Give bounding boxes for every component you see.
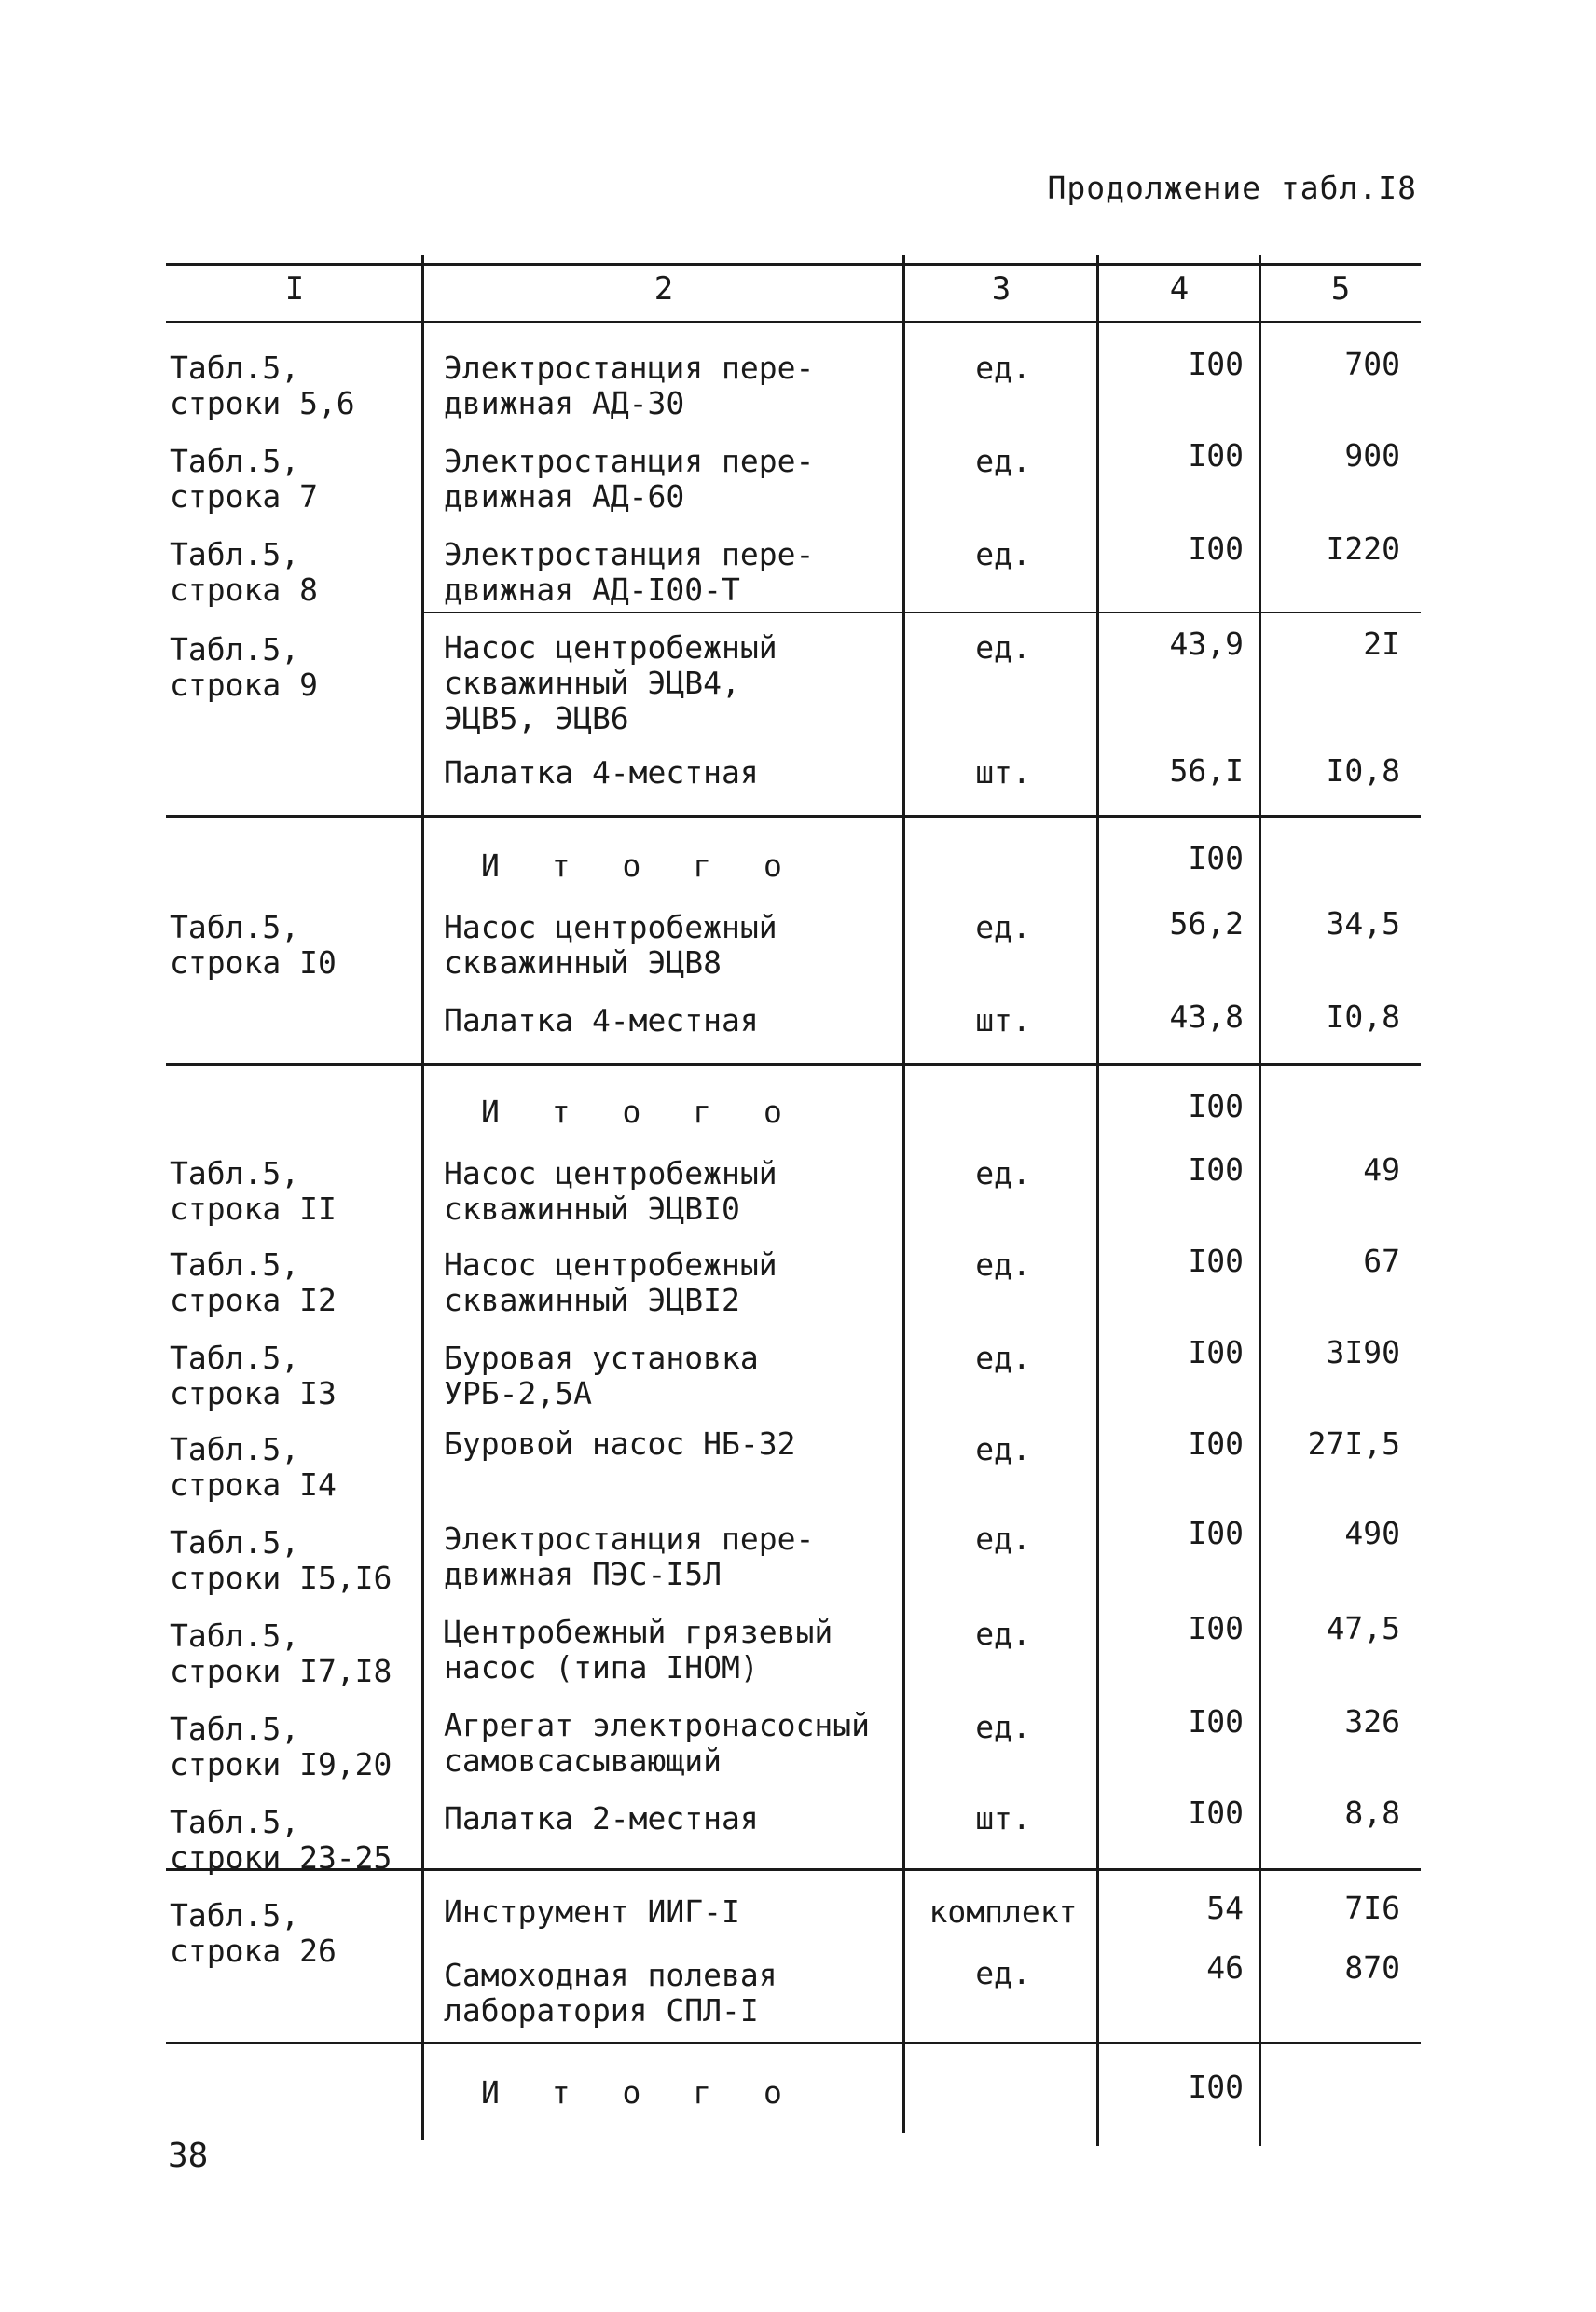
column-rule [421, 255, 424, 2140]
item-name-line: скважинный ЭЦВI2 [444, 1282, 740, 1318]
row-item-name [444, 1615, 832, 1686]
row-item-name [444, 537, 814, 608]
row-reference [170, 351, 355, 421]
reference-line: Табл.5, [170, 631, 300, 667]
item-name-line: ЭЦВ5, ЭЦВ6 [444, 700, 629, 736]
row-item-name [481, 1094, 799, 1130]
row-unit: шт. [975, 1800, 1031, 1837]
row-value-5: I0,8 [1326, 752, 1400, 789]
row-value-4: I00 [1188, 530, 1244, 567]
row-value-5: 67 [1363, 1243, 1400, 1279]
row-value-5: 490 [1344, 1515, 1400, 1551]
row-value-4: 43,8 [1169, 998, 1244, 1035]
row-reference [170, 632, 318, 703]
row-value-5: 2I [1363, 626, 1400, 662]
row-group-rule [166, 2042, 1421, 2044]
reference-line: строки 5,6 [170, 385, 355, 421]
page-number: 38 [168, 2137, 209, 2175]
row-unit: ед. [975, 1155, 1031, 1191]
item-name-line: Палатка 2-местная [444, 1800, 759, 1837]
row-value-4: I00 [1188, 437, 1244, 474]
row-value-4: 54 [1206, 1890, 1244, 1926]
item-name-line: Палатка 4-местная [444, 754, 759, 791]
table-caption: Продолжение табл.I8 [1047, 170, 1417, 206]
row-value-4: I00 [1188, 1703, 1244, 1740]
reference-line: строки 23-25 [170, 1839, 392, 1876]
row-reference [170, 1156, 337, 1227]
row-value-4: I00 [1188, 840, 1244, 876]
row-unit: ед. [975, 536, 1031, 572]
item-name-line: движная ПЭС-I5Л [444, 1556, 722, 1592]
row-value-4: 56,2 [1169, 905, 1244, 942]
row-value-5: 7I6 [1344, 1890, 1400, 1926]
item-name-line: Насос центробежный [444, 1155, 777, 1191]
reference-line: строка I4 [170, 1466, 337, 1503]
item-name-line: Агрегат электронасосный [444, 1707, 870, 1743]
row-unit: ед. [975, 909, 1031, 945]
row-unit: ед. [975, 1955, 1031, 1991]
reference-line: Табл.5, [170, 1246, 300, 1283]
reference-line: Табл.5, [170, 536, 300, 572]
item-name-line: движная АД-I00-Т [444, 571, 740, 608]
row-item-name [444, 1521, 814, 1592]
row-item-name [444, 1958, 777, 2029]
row-reference [170, 444, 318, 515]
reference-line: Табл.5, [170, 1431, 300, 1467]
column-header-5: 5 [1330, 270, 1351, 308]
row-item-name [444, 1894, 740, 1930]
row-reference [170, 1712, 392, 1782]
reference-line: Табл.5, [170, 1340, 300, 1376]
row-value-5: I0,8 [1326, 998, 1400, 1035]
row-unit: шт. [975, 1002, 1031, 1039]
item-name-line: лаборатория СПЛ-I [444, 1992, 759, 2029]
row-value-5: 49 [1363, 1151, 1400, 1188]
row-item-name [444, 910, 777, 981]
reference-line: строка 7 [170, 478, 318, 515]
reference-line: строка I2 [170, 1282, 337, 1318]
row-value-5: 8,8 [1344, 1795, 1400, 1831]
item-name-line: Самоходная полевая [444, 1957, 777, 1993]
row-value-5: 34,5 [1326, 905, 1400, 942]
item-name-line: УРБ-2,5А [444, 1375, 592, 1411]
row-reference [170, 1341, 337, 1411]
reference-line: строки I7,I8 [170, 1653, 392, 1689]
row-unit: ед. [975, 1340, 1031, 1376]
row-value-4: I00 [1188, 1795, 1244, 1831]
item-name-line: скважинный ЭЦВ4, [444, 665, 740, 701]
row-reference [170, 910, 337, 981]
row-unit: ед. [975, 1246, 1031, 1283]
row-item-name [444, 630, 777, 736]
row-group-rule [166, 1063, 1421, 1066]
row-group-rule [423, 612, 1421, 613]
row-value-4: 46 [1206, 1949, 1244, 1986]
row-reference [170, 1618, 392, 1689]
row-value-4: I00 [1188, 346, 1244, 382]
reference-line: Табл.5, [170, 350, 300, 386]
row-reference [170, 1525, 392, 1596]
table-top-rule [166, 263, 1421, 266]
row-reference [170, 1432, 337, 1503]
item-name-line: самовсасывающий [444, 1742, 722, 1779]
row-item-name [444, 444, 814, 515]
item-name-line: движная АД-60 [444, 478, 685, 515]
row-value-5: 700 [1344, 346, 1400, 382]
column-header-4: 4 [1169, 270, 1190, 308]
reference-line: Табл.5, [170, 1711, 300, 1747]
item-name-line: Электростанция пере- [444, 350, 815, 386]
column-rule [902, 255, 905, 2133]
row-value-4: I00 [1188, 1515, 1244, 1551]
item-name-line: Насос центробежный [444, 909, 777, 945]
row-value-4: I00 [1188, 1610, 1244, 1646]
row-unit: ед. [975, 350, 1031, 386]
reference-line: Табл.5, [170, 1804, 300, 1840]
item-name-line: Инструмент ИИГ-I [444, 1893, 740, 1930]
row-item-name [444, 1003, 759, 1039]
row-value-5: 3I90 [1326, 1334, 1400, 1370]
row-group-rule [166, 815, 1421, 818]
total-label: И т о г о [481, 2074, 799, 2111]
item-name-line: Электростанция пере- [444, 1521, 815, 1557]
reference-line: Табл.5, [170, 443, 300, 479]
item-name-line: Электростанция пере- [444, 536, 815, 572]
row-value-4: 56,I [1169, 752, 1244, 789]
row-value-5: 870 [1344, 1949, 1400, 1986]
column-rule [1096, 255, 1099, 2146]
row-value-4: I00 [1188, 1243, 1244, 1279]
item-name-line: Палатка 4-местная [444, 1002, 759, 1039]
reference-line: строка II [170, 1190, 337, 1227]
reference-line: строка 26 [170, 1933, 337, 1969]
reference-line: Табл.5, [170, 1524, 300, 1561]
row-unit: ед. [975, 1616, 1031, 1652]
header-bottom-rule [166, 321, 1421, 323]
item-name-line: скважинный ЭЦВI0 [444, 1190, 740, 1227]
row-reference [170, 1247, 337, 1318]
item-name-line: Электростанция пере- [444, 443, 815, 479]
row-unit: ед. [975, 629, 1031, 666]
row-item-name [444, 1247, 777, 1318]
reference-line: Табл.5, [170, 909, 300, 945]
row-value-5: 27I,5 [1307, 1425, 1400, 1462]
item-name-line: движная АД-30 [444, 385, 685, 421]
column-header-1: I [284, 270, 305, 308]
row-value-4: I00 [1188, 2069, 1244, 2105]
row-reference [170, 537, 318, 608]
row-item-name [444, 1341, 759, 1411]
row-value-5: 326 [1344, 1703, 1400, 1740]
row-item-name [481, 848, 799, 884]
row-value-4: I00 [1188, 1088, 1244, 1124]
row-unit: ед. [975, 443, 1031, 479]
row-value-5: 47,5 [1326, 1610, 1400, 1646]
row-unit: ед. [975, 1431, 1031, 1467]
reference-line: строки I5,I6 [170, 1560, 392, 1596]
row-unit: комплект [929, 1893, 1078, 1930]
row-item-name [444, 1801, 759, 1837]
row-unit: ед. [975, 1521, 1031, 1557]
row-item-name [481, 2075, 799, 2111]
row-reference [170, 1805, 392, 1876]
reference-line: строки I9,20 [170, 1746, 392, 1782]
row-item-name [444, 1426, 796, 1462]
row-unit: ед. [975, 1709, 1031, 1745]
row-value-4: 43,9 [1169, 626, 1244, 662]
item-name-line: Насос центробежный [444, 1246, 777, 1283]
item-name-line: Буровой насос НБ-32 [444, 1425, 796, 1462]
row-item-name [444, 755, 759, 791]
row-item-name [444, 351, 814, 421]
reference-line: Табл.5, [170, 1897, 300, 1934]
row-value-5: I220 [1326, 530, 1400, 567]
reference-line: Табл.5, [170, 1617, 300, 1654]
reference-line: строка 8 [170, 571, 318, 608]
row-value-4: I00 [1188, 1151, 1244, 1188]
item-name-line: скважинный ЭЦВ8 [444, 944, 722, 981]
item-name-line: Насос центробежный [444, 629, 777, 666]
reference-line: строка I0 [170, 944, 337, 981]
column-rule [1259, 255, 1261, 2146]
row-reference [170, 1898, 337, 1969]
item-name-line: насос (типа IНОМ) [444, 1649, 759, 1686]
reference-line: строка I3 [170, 1375, 337, 1411]
reference-line: строка 9 [170, 667, 318, 703]
total-label: И т о г о [481, 847, 799, 884]
item-name-line: Центробежный грязевый [444, 1614, 833, 1650]
column-header-2: 2 [654, 270, 674, 308]
column-header-3: 3 [991, 270, 1011, 308]
total-label: И т о г о [481, 1094, 799, 1130]
row-item-name [444, 1708, 870, 1779]
row-unit: шт. [975, 754, 1031, 791]
row-value-4: I00 [1188, 1334, 1244, 1370]
item-name-line: Буровая установка [444, 1340, 759, 1376]
row-item-name [444, 1156, 777, 1227]
reference-line: Табл.5, [170, 1155, 300, 1191]
row-value-4: I00 [1188, 1425, 1244, 1462]
row-value-5: 900 [1344, 437, 1400, 474]
